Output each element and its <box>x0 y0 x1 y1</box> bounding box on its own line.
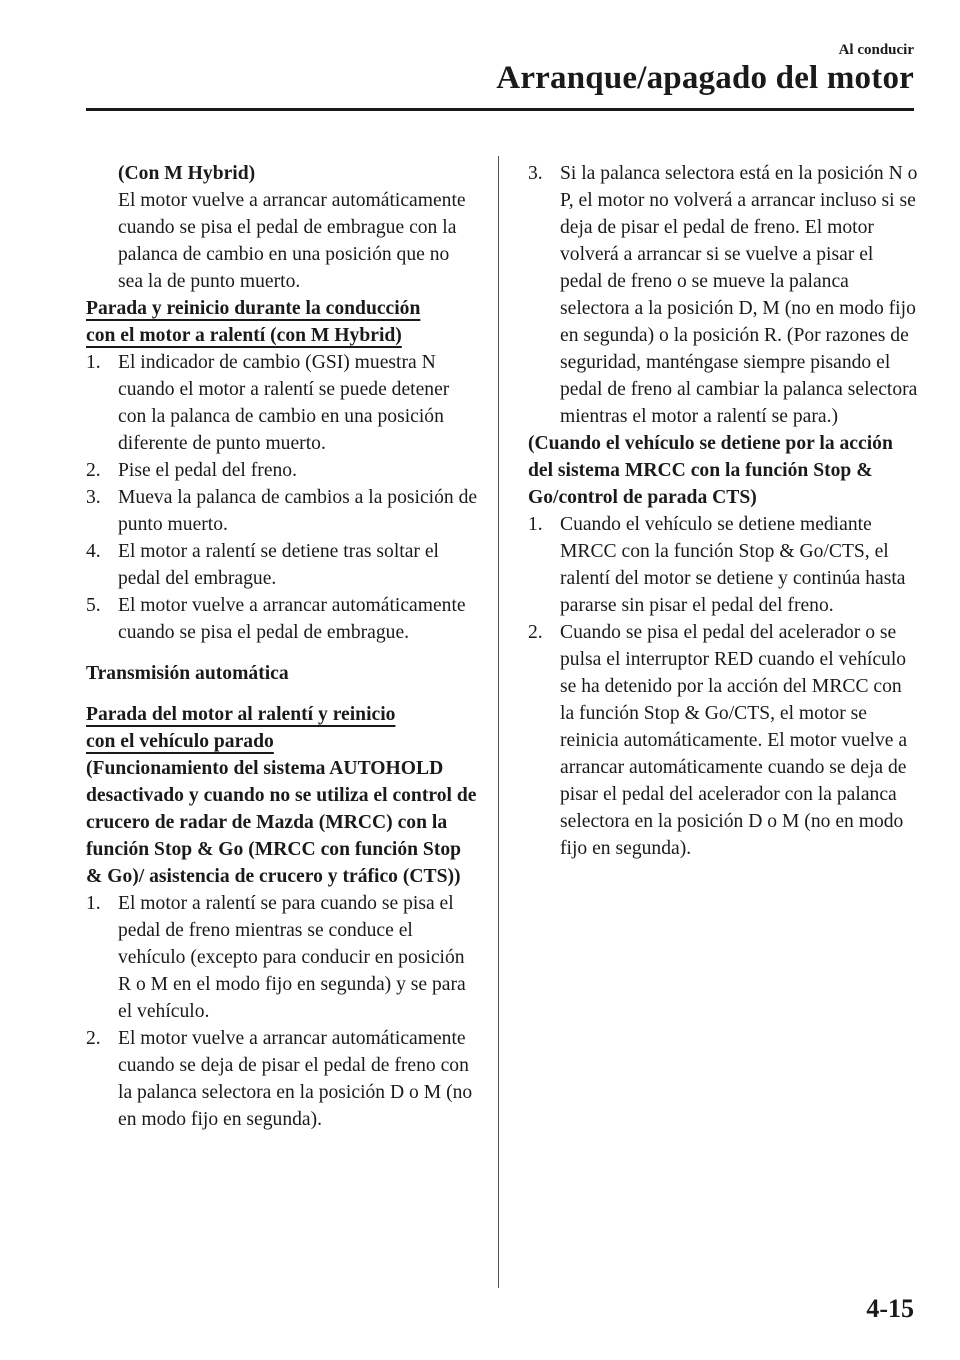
section-label: Al conducir <box>838 42 914 58</box>
step-text: El motor vuelve a arrancar automáticamente cuando se deja de pisar el pedal de freno con la palanca selectora en la posición D o M (no en modo fijo en segunda). <box>118 1028 473 1130</box>
chapter-title: Arranque/apagado del motor <box>496 60 914 96</box>
list-item <box>86 890 478 1025</box>
list-item <box>86 1025 478 1133</box>
parked-title-line-2 <box>86 728 478 755</box>
list-item <box>86 349 478 457</box>
step-number: 1. <box>86 893 101 914</box>
spacer <box>86 687 478 701</box>
list-item <box>86 538 478 592</box>
parked-steps-continued <box>528 160 920 430</box>
step-text: Si la palanca selectora está en la posición N o P, el motor no volverá a arrancar incluso si se deja de pisar el pedal de freno. El motor volverá a arrancar si se vuelve a pisar el pedal de freno o se mueve la palanca selectora a la posición D, M (no en modo fijo en segunda) o la posición R. (Por razones de seguridad, manténgase siempre pisando el pedal de freno al cambiar la palanca selectora mientras el motor a ralentí se para.) <box>560 163 918 427</box>
step-number: 4. <box>86 541 101 562</box>
step-text: El motor a ralentí se detiene tras soltar el pedal del embrague. <box>118 541 440 589</box>
step-number: 2. <box>86 1028 101 1049</box>
driving-steps-list <box>86 349 478 646</box>
step-text: Cuando se pisa el pedal del acelerador o se pulsa el interruptor RED cuando el vehículo se ha detenido por la acción del MRCC con la función Stop & Go/CTS, el motor se reinicia automáticamente. El motor vuelve a arrancar automáticamente cuando se deja de pisar el pedal del acelerador con la palanca selectora en la posición D o M (no en modo fijo en segunda). <box>560 622 908 859</box>
spacer <box>86 646 478 660</box>
step-number: 1. <box>86 352 101 373</box>
list-item <box>528 160 920 430</box>
list-item <box>86 457 478 484</box>
step-text: Cuando el vehículo se detiene mediante MRCC con la función Stop & Go/CTS, el ralentí del motor se detiene y continúa hasta pararse sin pisar el pedal del freno. <box>560 514 906 616</box>
parked-title-line-1 <box>86 701 478 728</box>
right-column <box>528 160 920 862</box>
left-column <box>86 160 478 1133</box>
step-text: Mueva la palanca de cambios a la posición de punto muerto. <box>118 487 478 535</box>
step-number: 1. <box>528 514 543 535</box>
page-header <box>0 0 960 120</box>
driving-title-line-1 <box>86 295 478 322</box>
step-number: 5. <box>86 595 101 616</box>
header-rule <box>86 108 914 111</box>
parked-title-1: Parada del motor al ralentí y reinicio <box>86 704 396 725</box>
mhybrid-heading: (Con M Hybrid) <box>118 163 256 184</box>
driving-title-2: con el motor a ralentí (con M Hybrid) <box>86 325 402 346</box>
mrcc-condition: (Cuando el vehículo se detiene por la acción del sistema MRCC con la función Stop & Go/control de parada CTS) <box>528 433 893 508</box>
step-number: 3. <box>86 487 101 508</box>
mrcc-steps-list <box>528 511 920 862</box>
column-divider <box>498 156 499 1288</box>
page-number: 4-15 <box>866 1294 914 1323</box>
step-number: 2. <box>528 622 543 643</box>
step-text: El indicador de cambio (GSI) muestra N cuando el motor a ralentí se puede detener con la palanca de cambio en una posición diferente de punto muerto. <box>118 352 450 454</box>
step-number: 2. <box>86 460 101 481</box>
list-item <box>528 619 920 862</box>
parked-title-2: con el vehículo parado <box>86 731 274 752</box>
list-item <box>528 511 920 619</box>
step-text: El motor vuelve a arrancar automáticamente cuando se pisa el pedal de embrague. <box>118 595 466 643</box>
step-text: El motor a ralentí se para cuando se pisa el pedal de freno mientras se conduce el vehículo (excepto para conducir en posición R o M en el modo fijo en segunda) y se para el vehículo. <box>118 893 466 1022</box>
parked-condition: (Funcionamiento del sistema AUTOHOLD desactivado y cuando no se utiliza el control de crucero de radar de Mazda (MRCC) con la función Stop & Go (MRCC con función Stop & Go)/ asistencia de crucero y tráfico (CTS)) <box>86 758 477 887</box>
automatic-heading: Transmisión automática <box>86 663 289 684</box>
driving-title-line-2 <box>86 322 478 349</box>
list-item <box>86 592 478 646</box>
parked-steps-list <box>86 890 478 1133</box>
step-text: Pise el pedal del freno. <box>118 460 298 481</box>
mhybrid-text: El motor vuelve a arrancar automáticamente cuando se pisa el pedal de embrague con la palanca de cambio en una posición que no sea la de punto muerto. <box>118 190 466 292</box>
step-number: 3. <box>528 163 543 184</box>
list-item <box>86 484 478 538</box>
driving-title-1: Parada y reinicio durante la conducción <box>86 298 421 319</box>
